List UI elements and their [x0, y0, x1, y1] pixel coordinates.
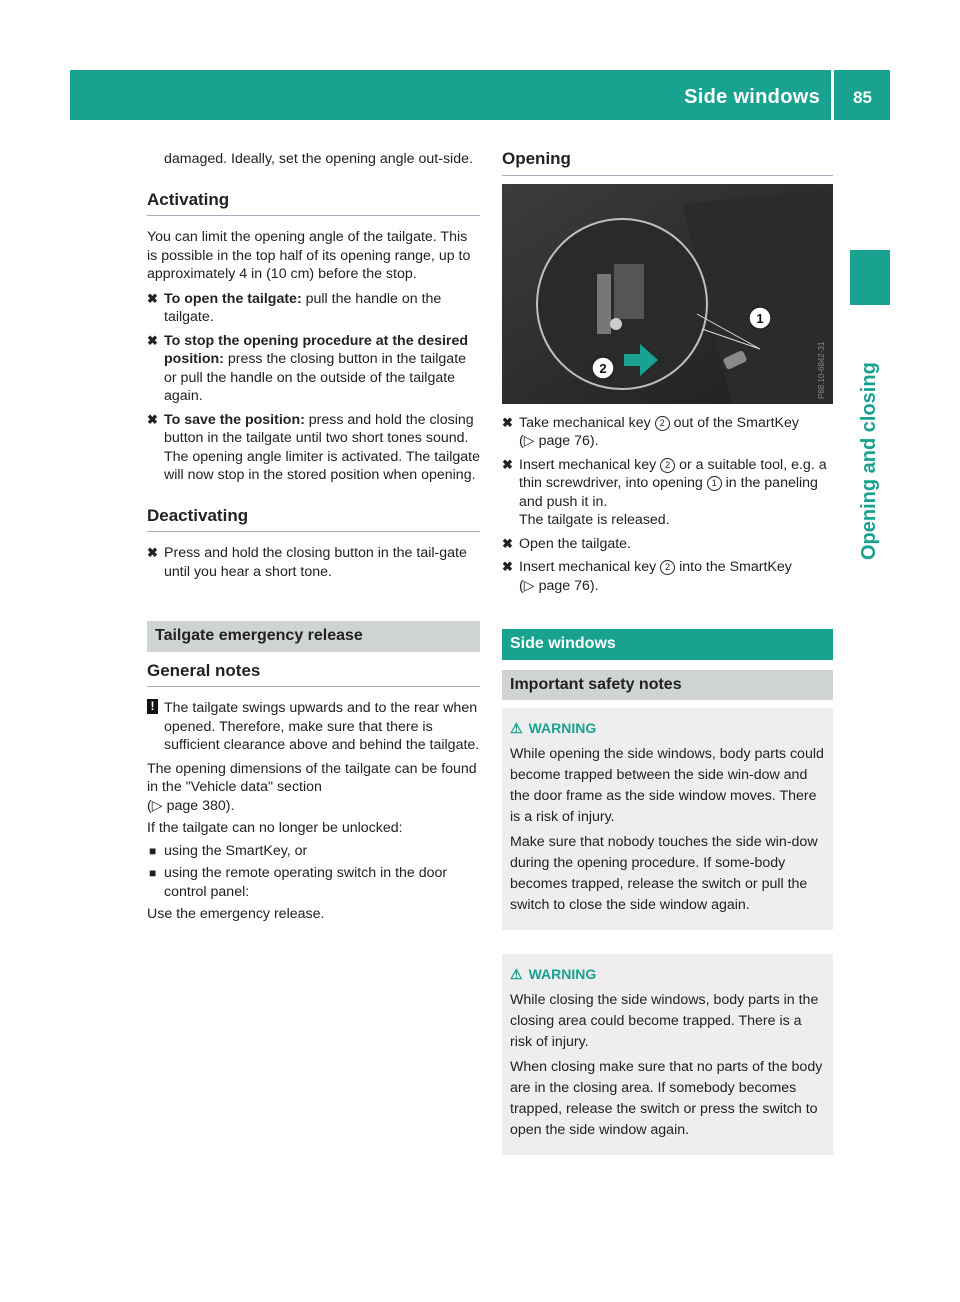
activating-heading: Activating: [147, 191, 480, 217]
warning-text: While opening the side windows, body parts could become trapped between the side win-dow and the door frame as the side window moves. There is a risk of injury.: [510, 746, 824, 825]
step-save-position: [147, 411, 480, 485]
step-text: pull the handle on the tailgate.: [164, 290, 442, 325]
step-text: or a suitable tool, e.g. a thin screwdriver, into opening: [519, 456, 827, 491]
step-arrow-icon: ✖: [502, 414, 513, 430]
step-result: The tailgate is released.: [519, 512, 670, 528]
warning-box: [502, 954, 833, 1155]
note-icon: !: [147, 699, 158, 714]
continued-text: damaged. Ideally, set the opening angle out-side.: [164, 151, 473, 167]
list-item-text: using the remote operating switch in the door control panel:: [164, 865, 448, 900]
page-reference-link[interactable]: (▷ page 380).: [147, 797, 235, 814]
page-reference-link[interactable]: (▷ page 76).: [519, 577, 599, 594]
step-stop-opening: [147, 332, 480, 406]
warning-text: When closing make sure that no parts of the body are in the closing area. If somebody becomes trapped, release the switch or press the switch to open the side window again.: [510, 1059, 823, 1138]
step-text: Press and hold the closing button in the tail-gate until you hear a short tone.: [164, 545, 467, 580]
step-text: Insert mechanical key: [519, 559, 661, 575]
emergency-text: Use the emergency release.: [147, 906, 325, 922]
step-text: Insert mechanical key: [519, 456, 661, 473]
step-arrow-icon: ✖: [147, 411, 158, 427]
list-item: [147, 842, 480, 861]
left-column: [147, 150, 480, 930]
callout-1: 1: [756, 310, 764, 326]
list-item-text: using the SmartKey, or: [164, 842, 308, 859]
warning-label: WARNING: [528, 720, 597, 736]
activating-intro: You can limit the opening angle of the tailgate. This is possible in the top half of its opening range, up to approximately 4 in (10 cm) before the stop.: [147, 229, 471, 282]
chapter-tab: [850, 250, 890, 305]
note-text: The tailgate swings upwards and to the rear when opened. Therefore, make sure that there is sufficient clearance above and behind the tailgate.: [164, 700, 480, 753]
step-arrow-icon: ✖: [147, 545, 158, 560]
warning-label: WARNING: [528, 966, 597, 982]
step-bold: To save the position:: [164, 411, 305, 428]
bullet-icon: ■: [149, 843, 157, 858]
warning-triangle-icon: ⚠: [510, 966, 523, 982]
step-text: into the SmartKey: [675, 559, 792, 575]
dimensions-text-main: The opening dimensions of the tailgate can be found in the "Vehicle data" section: [147, 760, 477, 795]
warning-text: While closing the side windows, body parts in the closing area could become trapped. There is a risk of injury.: [510, 992, 819, 1050]
emergency-release-bar: Tailgate emergency release: [147, 621, 480, 652]
right-column: [502, 150, 833, 1155]
dimensions-text: [147, 760, 480, 816]
callout-ref-2: 2: [660, 560, 675, 575]
step-text: out of the SmartKey: [669, 414, 799, 431]
step-open-tailgate-right: [502, 535, 833, 554]
figure-code: P88.10-6842-31: [817, 341, 826, 399]
warning-heading: [510, 718, 825, 739]
page-number: 85: [853, 88, 872, 107]
step-text: press the closing button in the tailgate or pull the handle on the outside of the tailgate again.: [164, 351, 467, 404]
step-text: Take mechanical key: [519, 414, 655, 431]
step-arrow-icon: ✖: [502, 456, 513, 472]
side-windows-bar: Side windows: [502, 629, 833, 660]
deactivating-heading: Deactivating: [147, 507, 480, 533]
general-notes-heading: General notes: [147, 662, 480, 688]
header-divider: [831, 70, 834, 120]
tailgate-opening-figure: [502, 184, 833, 404]
step-reinsert-key: [502, 558, 833, 595]
chapter-label-text: Opening and closing: [858, 362, 880, 560]
warning-triangle-icon: ⚠: [510, 720, 523, 736]
bullet-icon: ■: [149, 866, 157, 880]
step-arrow-icon: ✖: [147, 332, 158, 348]
warning-box: [502, 708, 833, 930]
figure-illustration: [502, 184, 833, 404]
callout-2: 2: [599, 360, 607, 376]
note-block: [147, 699, 480, 755]
chapter-label: [850, 310, 890, 560]
step-arrow-icon: ✖: [502, 559, 513, 574]
step-arrow-icon: ✖: [502, 535, 513, 551]
step-text: in the paneling and push it in.: [519, 475, 818, 510]
page-reference-link[interactable]: (▷ page 76).: [519, 433, 599, 449]
opening-heading: Opening: [502, 150, 833, 176]
step-arrow-icon: ✖: [147, 290, 158, 306]
step-deactivate: [147, 544, 480, 581]
warning-text: Make sure that nobody touches the side win-dow during the opening procedure. If some-body becomes trapped, release the switch or pull the switch to close the side window again.: [510, 834, 818, 913]
unlock-text: If the tailgate can no longer be unlocked:: [147, 820, 403, 836]
step-bold: To stop the opening procedure at the desired position:: [164, 332, 469, 367]
step-text: press and hold the closing button in the tailgate until two short tones sound.: [164, 411, 474, 446]
list-item: [147, 864, 480, 901]
step-bold: To open the tailgate:: [164, 290, 302, 307]
step-open-tailgate: [147, 290, 480, 327]
callout-ref-2: 2: [655, 416, 670, 431]
step-result: The opening angle limiter is activated. The tailgate will now stop in the stored position when opening.: [164, 448, 480, 483]
safety-notes-bar: Important safety notes: [502, 670, 833, 701]
step-text: Open the tailgate.: [519, 535, 632, 552]
callout-ref-1: 1: [707, 476, 722, 491]
header-bar: [70, 70, 890, 120]
callout-ref-2: 2: [660, 458, 675, 473]
step-insert-key: [502, 456, 833, 530]
warning-heading: [510, 964, 825, 985]
section-title: Side windows: [684, 86, 820, 108]
step-take-key: [502, 414, 833, 451]
